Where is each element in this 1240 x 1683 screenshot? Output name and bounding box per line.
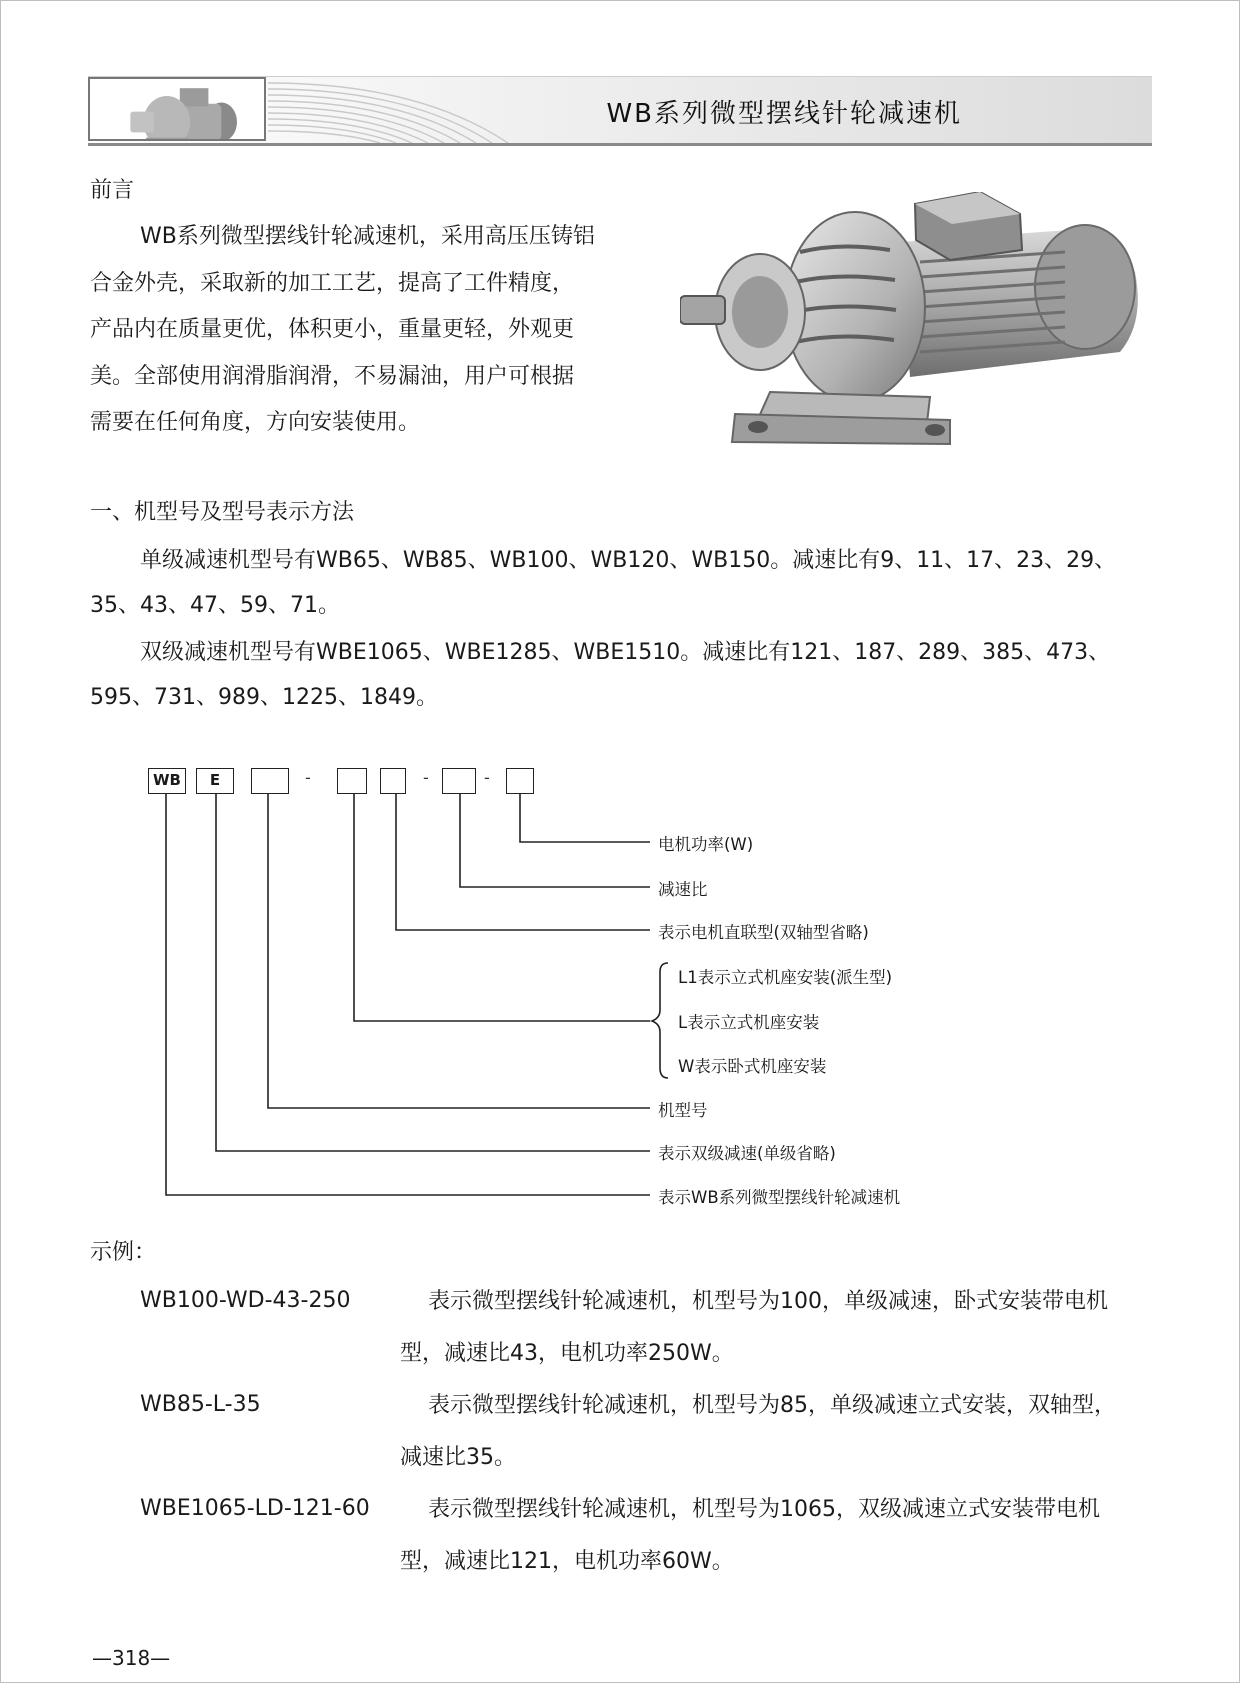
example-desc-line: 表示微型摆线针轮减速机，机型号为1065，双级减速立式安装带电机 xyxy=(428,1497,1100,1522)
double-stage-text: 双级减速机型号有WBE1065、WBE1285、WBE1510。减速比有121、187、289、385、473、 xyxy=(140,640,1111,665)
example-desc-line: 型，减速比121，电机功率60W。 xyxy=(400,1549,734,1574)
code-box-power xyxy=(506,768,534,794)
preface-line: 美。全部使用润滑脂润滑，不易漏油，用户可根据 xyxy=(90,363,575,389)
example-description xyxy=(400,1484,1152,1588)
code-box-direct xyxy=(380,768,406,794)
label-l-mount: L表示立式机座安装 xyxy=(678,1013,820,1032)
code-separator: - xyxy=(305,768,311,787)
label-model: 机型号 xyxy=(658,1101,708,1120)
code-box-model xyxy=(251,768,289,794)
example-desc-line: 表示微型摆线针轮减速机，机型号为85，单级减速立式安装，双轴型， xyxy=(428,1393,1116,1418)
label-series: 表示WB系列微型摆线针轮减速机 xyxy=(658,1188,901,1207)
code-box-e: E xyxy=(196,768,234,794)
examples-heading: 示例： xyxy=(90,1240,157,1265)
preface-line: 需要在任何角度，方向安装使用。 xyxy=(90,410,421,435)
label-direct-motor: 表示电机直联型(双轴型省略) xyxy=(658,923,869,942)
example-description xyxy=(400,1276,1152,1380)
label-w-mount: W表示卧式机座安装 xyxy=(678,1057,827,1076)
label-ratio: 减速比 xyxy=(658,880,708,899)
example-description xyxy=(400,1380,1152,1484)
example-code: WB85-L-35 xyxy=(140,1392,261,1417)
example-desc-line: 减速比35。 xyxy=(400,1445,516,1470)
preface-line: WB系列微型摆线针轮减速机，采用高压压铸铝 xyxy=(140,224,595,249)
code-separator: - xyxy=(423,768,429,787)
page-number: —318— xyxy=(92,1646,171,1670)
page-title: WB系列微型摆线针轮减速机 xyxy=(606,99,962,129)
double-stage-text-cont: 595、731、989、1225、1849。 xyxy=(90,685,438,710)
preface-line: 合金外壳，采取新的加工工艺，提高了工件精度， xyxy=(90,270,575,296)
label-l1-mount: L1表示立式机座安装(派生型) xyxy=(678,968,893,987)
code-box-ratio xyxy=(442,768,476,794)
example-code: WBE1065-LD-121-60 xyxy=(140,1496,370,1521)
preface-line: 产品内在质量更优，体积更小，重量更轻，外观更 xyxy=(90,317,575,342)
code-box-wb: WB xyxy=(148,768,186,794)
code-separator: - xyxy=(484,768,490,787)
label-double-stage: 表示双级减速(单级省略) xyxy=(658,1144,836,1163)
label-motor-power: 电机功率(W) xyxy=(658,835,754,854)
section-heading: 一、机型号及型号表示方法 xyxy=(90,500,355,525)
code-box-mount xyxy=(337,768,367,794)
preface-heading: 前言 xyxy=(90,178,135,203)
example-desc-line: 表示微型摆线针轮减速机，机型号为100，单级减速，卧式安装带电机 xyxy=(428,1289,1108,1314)
single-stage-text: 单级减速机型号有WB65、WB85、WB100、WB120、WB150。减速比有9、11、17、23、29、 xyxy=(140,548,1117,573)
example-code: WB100-WD-43-250 xyxy=(140,1288,351,1313)
example-desc-line: 型，减速比43，电机功率250W。 xyxy=(400,1341,734,1366)
single-stage-text-cont: 35、43、47、59、71。 xyxy=(90,593,340,618)
